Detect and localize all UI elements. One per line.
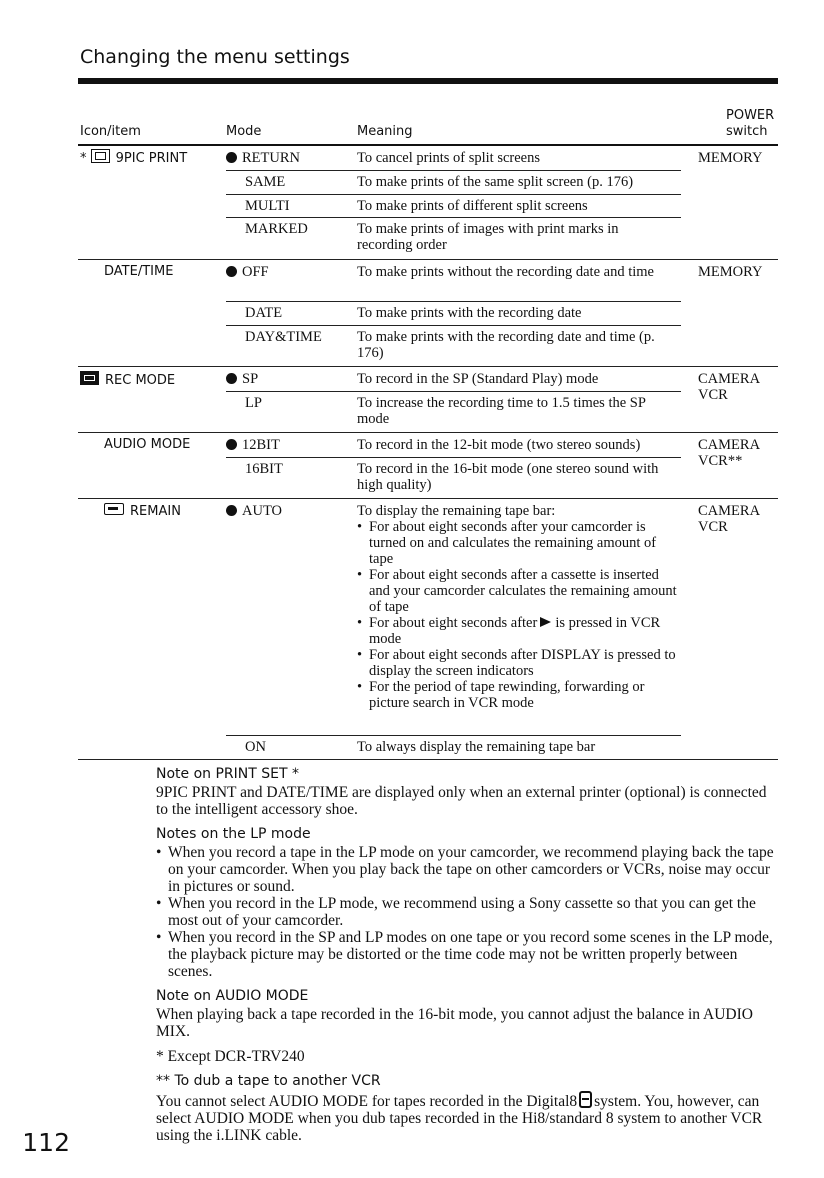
notes-section: [156, 766, 778, 1144]
default-dot-icon: [226, 373, 237, 384]
row-rec-mode-item: REC MODE: [80, 371, 175, 388]
row-divider: [78, 366, 778, 367]
mode-multi: MULTI: [245, 198, 290, 214]
note-dub-text: You cannot select AUDIO MODE for tapes recorded in the Digital8 system. You, however, can select AUDIO MODE when you dub tapes recorded in the Hi8/standard 8 system to another VCR using the i.LINK cable.: [156, 1093, 763, 1144]
digital8-logo-icon: [579, 1091, 592, 1108]
note-lp-heading: Notes on the LP mode: [156, 826, 311, 842]
meaning-marked: To make prints of images with print marks in recording order: [357, 221, 619, 253]
page-number: 112: [22, 1128, 70, 1157]
list-item: • For about eight seconds after is pressed in VCR mode: [357, 615, 682, 647]
row-divider: [78, 498, 778, 499]
note-print-set-text: 9PIC PRINT and DATE/TIME are displayed only when an external printer (optional) is connected to the intelligent accessory shoe.: [156, 784, 767, 818]
meaning-auto-intro: To display the remaining tape bar:: [357, 503, 556, 519]
row-date-time-item: DATE/TIME: [104, 264, 174, 279]
list-item: • When you record in the SP and LP modes on one tape or you record some scenes in the LP mode, the playback picture may be distorted or the time code may not be written properly between scenes.: [156, 929, 778, 980]
list-item: • When you record in the LP mode, we recommend using a Sony cassette so that you can get the most out of your camcorder.: [156, 895, 778, 929]
power-date-time: MEMORY: [698, 264, 763, 280]
mode-12bit: 12BIT: [226, 437, 280, 453]
meaning-12bit: To record in the 12-bit mode (two stereo sounds): [357, 437, 641, 453]
default-dot-icon: [226, 439, 237, 450]
header-mode: Mode: [226, 124, 262, 139]
meaning-16bit: To record in the 16-bit mode (one stereo sound with high quality): [357, 461, 659, 493]
divider: [226, 170, 681, 171]
header-rule: [78, 144, 778, 146]
power-9pic-print: MEMORY: [698, 150, 763, 166]
divider: [226, 325, 681, 326]
list-item: • For about eight seconds after your camcorder is turned on and calculates the remaining amount of tape: [357, 519, 682, 567]
title-rule: [78, 78, 778, 84]
default-dot-icon: [226, 266, 237, 277]
mode-16bit: 16BIT: [245, 461, 283, 477]
meaning-sp: To record in the SP (Standard Play) mode: [357, 371, 599, 387]
row-audio-mode-item: AUDIO MODE: [104, 437, 191, 452]
header-power-line1: POWER: [726, 108, 775, 123]
print-split-icon: [91, 149, 110, 163]
note-print-set-heading: Note on PRINT SET *: [156, 766, 299, 782]
power-audio-mode-line2: VCR**: [698, 453, 743, 469]
row-9pic-print-item: * 9PIC PRINT: [80, 151, 188, 166]
list-item: • For about eight seconds after a cassette is inserted and your camcorder calculates the remaining amount of tape: [357, 567, 682, 615]
divider: [226, 457, 681, 458]
power-remain-line2: VCR: [698, 519, 728, 535]
divider: [226, 194, 681, 195]
list-item: • For about eight seconds after DISPLAY is pressed to display the screen indicators: [357, 647, 682, 679]
mode-off: OFF: [226, 264, 269, 280]
power-remain-line1: CAMERA: [698, 503, 761, 519]
note-audio-text: When playing back a tape recorded in the 16-bit mode, you cannot adjust the balance in AUDIO MIX.: [156, 1006, 753, 1040]
divider: [226, 217, 681, 218]
list-item: • For the period of tape rewinding, forwarding or picture search in VCR mode: [357, 679, 682, 711]
tape-menu-icon: [80, 371, 99, 385]
tape-remain-icon: [104, 503, 124, 515]
meaning-auto: [357, 503, 682, 711]
meaning-same: To make prints of the same split screen (p. 176): [357, 174, 634, 190]
list-item: • When you record a tape in the LP mode on your camcorder, we recommend playing back the tape on your camcorder. When you play back the tape on other camcorders or VCRs, noise may occur in pictures or sound.: [156, 844, 778, 895]
divider: [226, 735, 681, 736]
mode-return: RETURN: [226, 150, 300, 166]
play-icon: [540, 617, 551, 627]
meaning-lp: To increase the recording time to 1.5 times the SP mode: [357, 395, 646, 427]
power-audio-mode-line1: CAMERA: [698, 437, 761, 453]
meaning-multi: To make prints of different split screens: [357, 198, 588, 214]
power-rec-mode-line1: CAMERA: [698, 371, 761, 387]
row-divider: [78, 259, 778, 260]
mode-auto: AUTO: [226, 503, 282, 519]
row-remain-item: REMAIN: [104, 503, 181, 519]
mode-marked: MARKED: [245, 221, 308, 237]
meaning-date: To make prints with the recording date: [357, 305, 582, 321]
mode-day-time: DAY&TIME: [245, 329, 322, 345]
divider: [226, 301, 681, 302]
meaning-day-time: To make prints with the recording date and time (p. 176): [357, 329, 655, 361]
default-dot-icon: [226, 152, 237, 163]
header-icon-item: Icon/item: [80, 124, 141, 139]
note-lp-list: [156, 844, 778, 980]
meaning-on: To always display the remaining tape bar: [357, 739, 596, 755]
mode-date: DATE: [245, 305, 283, 321]
power-rec-mode-line2: VCR: [698, 387, 728, 403]
divider: [226, 391, 681, 392]
table-bottom-rule: [78, 759, 778, 760]
note-dub-heading: ** To dub a tape to another VCR: [156, 1073, 381, 1089]
header-power-line2: switch: [726, 124, 768, 139]
auto-bullet-list: [357, 519, 682, 711]
mode-sp: SP: [226, 371, 258, 387]
header-meaning: Meaning: [357, 124, 413, 139]
meaning-return: To cancel prints of split screens: [357, 150, 540, 166]
row-divider: [78, 432, 778, 433]
meaning-off: To make prints without the recording date and time: [357, 264, 654, 280]
mode-same: SAME: [245, 174, 286, 190]
note-except-text: * Except DCR-TRV240: [156, 1048, 305, 1065]
default-dot-icon: [226, 505, 237, 516]
page-title: Changing the menu settings: [80, 46, 350, 68]
mode-lp: LP: [245, 395, 262, 411]
mode-on: ON: [245, 739, 266, 755]
note-audio-heading: Note on AUDIO MODE: [156, 988, 309, 1004]
